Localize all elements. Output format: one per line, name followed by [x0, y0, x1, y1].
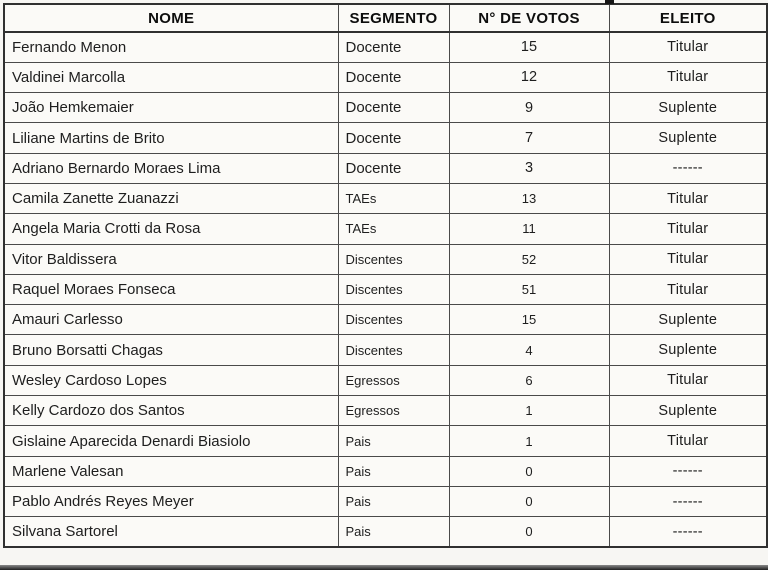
- segment-cell: Discentes: [338, 244, 449, 274]
- table-row: [4, 183, 767, 213]
- segment-cell: Docente: [338, 93, 449, 123]
- votes-cell: 1: [449, 396, 609, 426]
- name-cell: Valdinei Marcolla: [4, 62, 338, 92]
- name-cell: Marlene Valesan: [4, 456, 338, 486]
- name-cell: Camila Zanette Zuanazzi: [4, 183, 338, 213]
- votes-cell: 3: [449, 153, 609, 183]
- elected-cell: Suplente: [609, 335, 767, 365]
- table-row: [4, 274, 767, 304]
- elected-cell: Suplente: [609, 305, 767, 335]
- table-row: [4, 93, 767, 123]
- table-row: [4, 486, 767, 516]
- table-body: [4, 32, 767, 547]
- name-cell: Liliane Martins de Brito: [4, 123, 338, 153]
- segment-cell: Discentes: [338, 305, 449, 335]
- votes-table: [3, 3, 768, 548]
- elected-cell: ------: [609, 456, 767, 486]
- segment-cell: Pais: [338, 456, 449, 486]
- votes-cell: 12: [449, 62, 609, 92]
- header-votos: N° DE VOTOS: [449, 4, 609, 32]
- table-row: [4, 456, 767, 486]
- scan-artifact-bottom-band: [0, 565, 768, 570]
- votes-cell: 0: [449, 456, 609, 486]
- votes-cell: 15: [449, 32, 609, 62]
- votes-cell: 13: [449, 183, 609, 213]
- table-header-row: [4, 4, 767, 32]
- votes-cell: 4: [449, 335, 609, 365]
- table-row: [4, 517, 767, 547]
- table-row: [4, 153, 767, 183]
- table-row: [4, 123, 767, 153]
- segment-cell: Docente: [338, 153, 449, 183]
- name-cell: Angela Maria Crotti da Rosa: [4, 214, 338, 244]
- elected-cell: Titular: [609, 183, 767, 213]
- segment-cell: Egressos: [338, 396, 449, 426]
- segment-cell: TAEs: [338, 183, 449, 213]
- header-nome: NOME: [4, 4, 338, 32]
- elected-cell: ------: [609, 486, 767, 516]
- votes-cell: 6: [449, 365, 609, 395]
- elected-cell: Titular: [609, 426, 767, 456]
- elected-cell: Titular: [609, 214, 767, 244]
- votes-cell: 15: [449, 305, 609, 335]
- segment-cell: Docente: [338, 62, 449, 92]
- name-cell: Amauri Carlesso: [4, 305, 338, 335]
- segment-cell: Pais: [338, 517, 449, 547]
- name-cell: Adriano Bernardo Moraes Lima: [4, 153, 338, 183]
- elected-cell: ------: [609, 153, 767, 183]
- elected-cell: Titular: [609, 274, 767, 304]
- votes-cell: 7: [449, 123, 609, 153]
- scan-page: [3, 3, 768, 548]
- votes-cell: 51: [449, 274, 609, 304]
- table-row: [4, 365, 767, 395]
- segment-cell: TAEs: [338, 214, 449, 244]
- table-row: [4, 335, 767, 365]
- votes-cell: 0: [449, 486, 609, 516]
- header-segmento: SEGMENTO: [338, 4, 449, 32]
- name-cell: Raquel Moraes Fonseca: [4, 274, 338, 304]
- votes-cell: 1: [449, 426, 609, 456]
- name-cell: Fernando Menon: [4, 32, 338, 62]
- name-cell: Pablo Andrés Reyes Meyer: [4, 486, 338, 516]
- name-cell: Bruno Borsatti Chagas: [4, 335, 338, 365]
- table-row: [4, 396, 767, 426]
- scan-artifact-top-tick: [605, 0, 614, 4]
- header-eleito: ELEITO: [609, 4, 767, 32]
- elected-cell: ------: [609, 517, 767, 547]
- segment-cell: Docente: [338, 32, 449, 62]
- name-cell: João Hemkemaier: [4, 93, 338, 123]
- table-row: [4, 62, 767, 92]
- elected-cell: Titular: [609, 365, 767, 395]
- segment-cell: Pais: [338, 426, 449, 456]
- elected-cell: Titular: [609, 32, 767, 62]
- name-cell: Vitor Baldissera: [4, 244, 338, 274]
- segment-cell: Discentes: [338, 274, 449, 304]
- name-cell: Wesley Cardoso Lopes: [4, 365, 338, 395]
- table-row: [4, 426, 767, 456]
- elected-cell: Suplente: [609, 396, 767, 426]
- votes-cell: 9: [449, 93, 609, 123]
- elected-cell: Suplente: [609, 93, 767, 123]
- votes-cell: 11: [449, 214, 609, 244]
- table-row: [4, 244, 767, 274]
- votes-cell: 52: [449, 244, 609, 274]
- name-cell: Silvana Sartorel: [4, 517, 338, 547]
- votes-cell: 0: [449, 517, 609, 547]
- elected-cell: Suplente: [609, 123, 767, 153]
- table-row: [4, 32, 767, 62]
- table-row: [4, 214, 767, 244]
- name-cell: Kelly Cardozo dos Santos: [4, 396, 338, 426]
- table-row: [4, 305, 767, 335]
- segment-cell: Pais: [338, 486, 449, 516]
- elected-cell: Titular: [609, 62, 767, 92]
- name-cell: Gislaine Aparecida Denardi Biasiolo: [4, 426, 338, 456]
- segment-cell: Egressos: [338, 365, 449, 395]
- segment-cell: Discentes: [338, 335, 449, 365]
- elected-cell: Titular: [609, 244, 767, 274]
- segment-cell: Docente: [338, 123, 449, 153]
